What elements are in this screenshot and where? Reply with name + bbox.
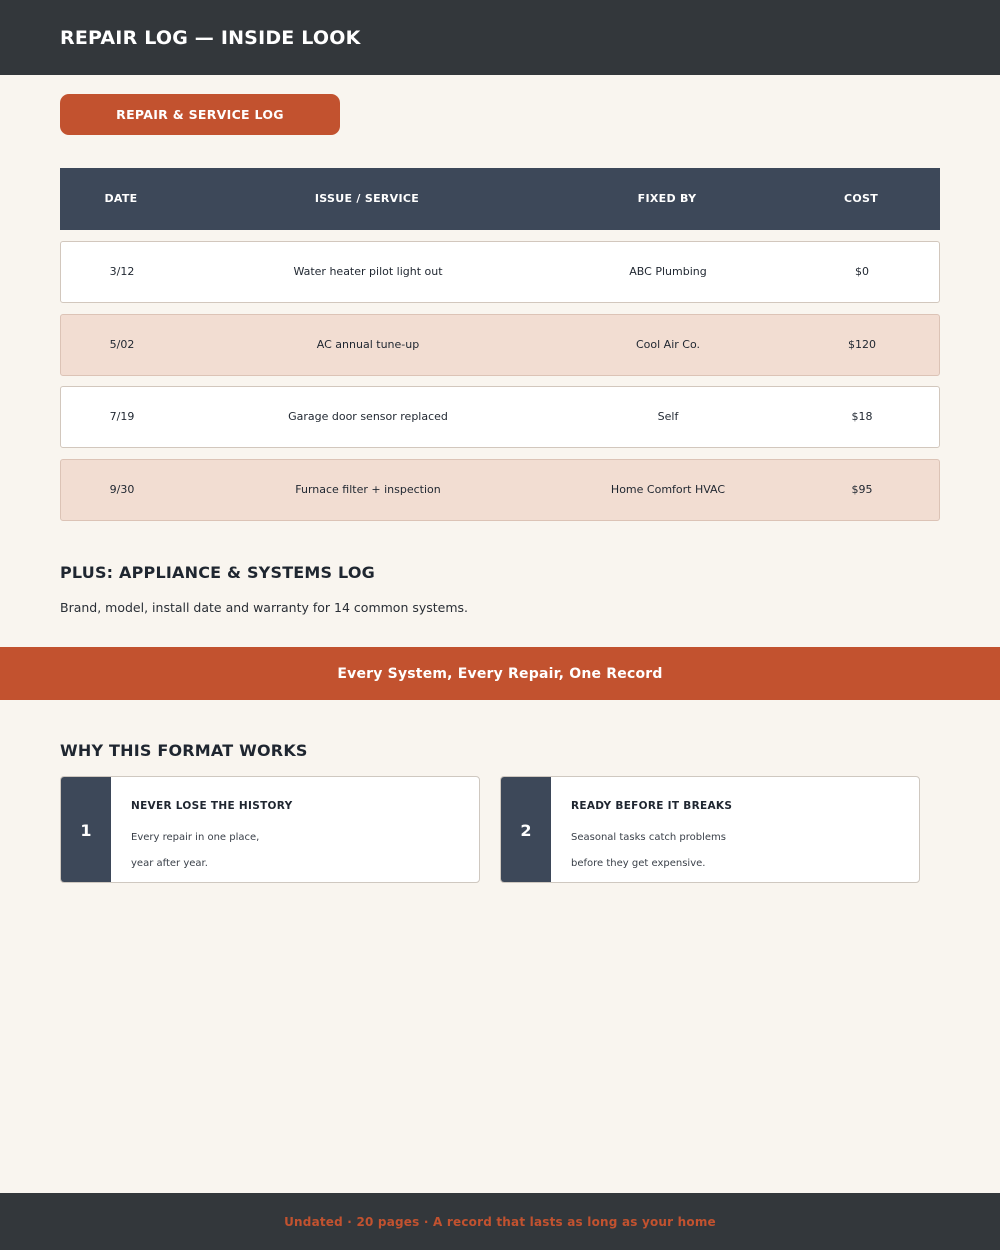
cell-fixed-by: Cool Air Co. xyxy=(635,338,700,351)
column-header-cost: COST xyxy=(843,192,879,205)
footer-text: Undated · 20 pages · A record that lasts as long as your home xyxy=(284,1214,716,1229)
card-text-line: Seasonal tasks catch problems xyxy=(571,832,726,843)
card-text-line: year after year. xyxy=(131,858,208,869)
cell-cost: $95 xyxy=(851,483,873,496)
table-row xyxy=(60,314,940,376)
card-title: READY BEFORE IT BREAKS xyxy=(571,800,733,812)
cell-date: 9/30 xyxy=(109,483,135,496)
cell-date: 5/02 xyxy=(109,338,135,351)
table-header xyxy=(60,168,940,230)
column-header-fixed-by: FIXED BY xyxy=(637,192,697,205)
cell-cost: $120 xyxy=(848,338,876,351)
page-footer xyxy=(0,1193,1000,1250)
appliance-log-description: Brand, model, install date and warranty for 14 common systems. xyxy=(60,600,469,615)
card-title: NEVER LOSE THE HISTORY xyxy=(131,800,293,812)
card-text-line: before they get expensive. xyxy=(571,858,706,869)
page-title: REPAIR LOG — INSIDE LOOK xyxy=(60,27,361,49)
cell-date: 7/19 xyxy=(109,410,135,423)
cell-cost: $0 xyxy=(855,265,869,278)
column-header-issue: ISSUE / SERVICE xyxy=(314,192,420,205)
section-label-repair-log: REPAIR & SERVICE LOG xyxy=(60,94,340,135)
cell-issue: AC annual tune-up xyxy=(316,338,420,351)
tagline-banner: Every System, Every Repair, One Record xyxy=(0,647,1000,700)
cell-fixed-by: ABC Plumbing xyxy=(629,265,707,278)
cell-date: 3/12 xyxy=(109,265,135,278)
card-number: 1 xyxy=(61,777,111,883)
cell-issue: Garage door sensor replaced xyxy=(288,410,448,423)
feature-card xyxy=(500,776,920,883)
page-header xyxy=(0,0,1000,75)
cell-cost: $18 xyxy=(851,410,873,423)
card-number: 2 xyxy=(501,777,551,883)
table-row xyxy=(60,241,940,303)
feature-card xyxy=(60,776,480,883)
cell-issue: Water heater pilot light out xyxy=(293,265,443,278)
table-row xyxy=(60,386,940,448)
cell-fixed-by: Self xyxy=(657,410,679,423)
appliance-log-heading: PLUS: APPLIANCE & SYSTEMS LOG xyxy=(60,563,376,582)
card-text-line: Every repair in one place, xyxy=(131,832,260,843)
cell-fixed-by: Home Comfort HVAC xyxy=(610,483,726,496)
why-heading: WHY THIS FORMAT WORKS xyxy=(60,741,308,760)
column-header-date: DATE xyxy=(104,192,138,205)
cell-issue: Furnace filter + inspection xyxy=(295,483,441,496)
table-row xyxy=(60,459,940,521)
